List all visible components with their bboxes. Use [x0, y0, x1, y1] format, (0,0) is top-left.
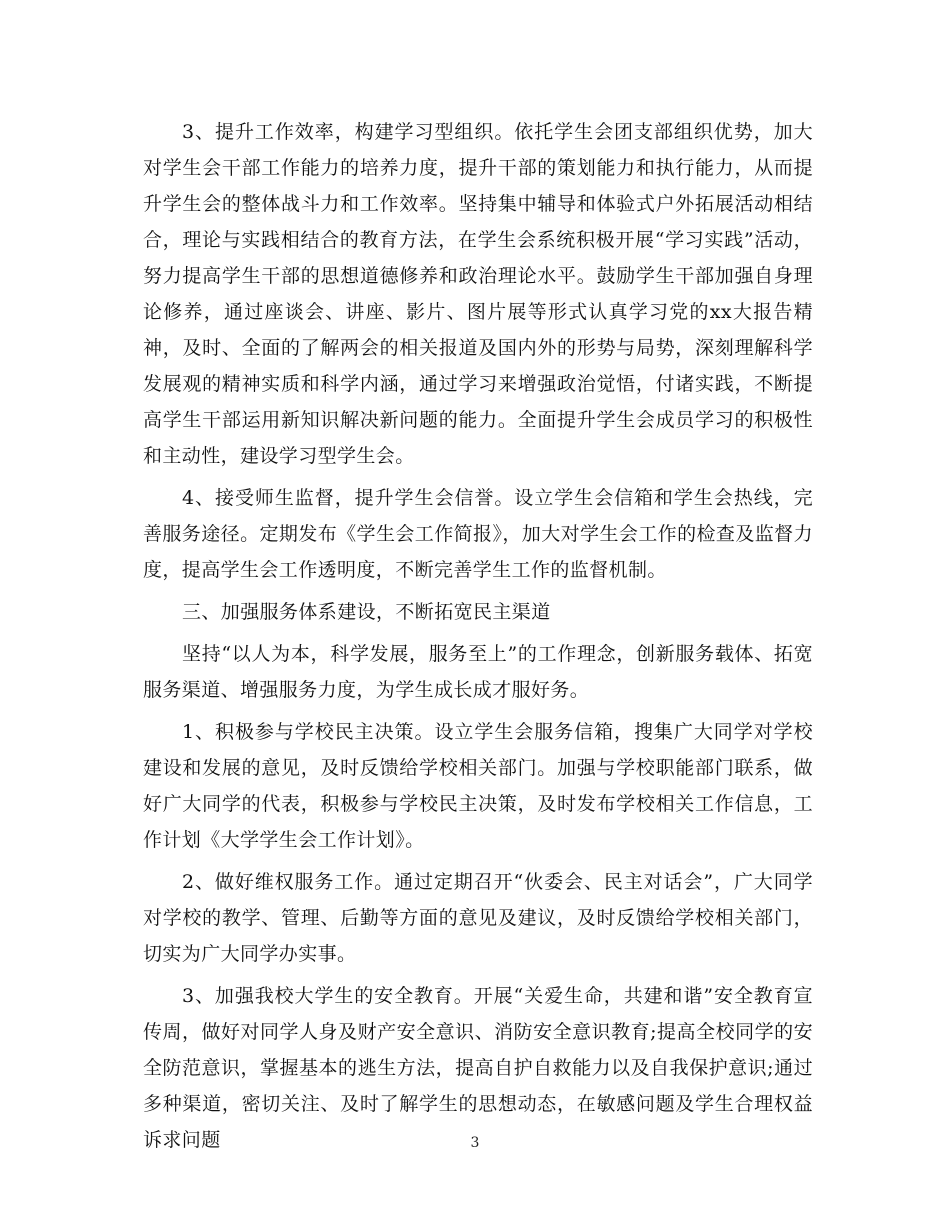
document-body — [143, 114, 813, 1164]
paragraph-3-safety: 3、加强我校大学生的安全教育。开展“关爱生命，共建和谐”安全教育宣传周，做好对同学人身及财产安全意识、消防安全意识教育;提高全校同学的安全防范意识，掌握基本的逃生方法，提高自护自救能力以及自我保护意识;通过多种渠道，密切关注、及时了解学生的思想动态，在敏感问题及学生合理权益诉求问题 — [143, 985, 813, 1151]
paragraph-2-rights: 2、做好维权服务工作。通过定期召开“伙委会、民主对话会”，广大同学对学校的教学、管理、后勤等方面的意见及建议，及时反馈给学校相关部门，切实为广大同学办实事。 — [143, 871, 813, 965]
paragraph-1-democracy: 1、积极参与学校民主决策。设立学生会服务信箱，搜集广大同学对学校建设和发展的意见，及时反馈给学校相关部门。加强与学校职能部门联系，做好广大同学的代表，积极参与学校民主决策，及时发布学校相关工作信息，工作计划《大学学生会工作计划》。 — [143, 721, 813, 851]
paragraph-3-efficiency: 3、提升工作效率，构建学习型组织。依托学生会团支部组织优势，加大对学生会干部工作能力的培养力度，提升干部的策划能力和执行能力，从而提升学生会的整体战斗力和工作效率。坚持集中辅导和体验式户外拓展活动相结合，理论与实践相结合的教育方法，在学生会系统积极开展“学习实践”活动，努力提高学生干部的思想道德修养和政治理论水平。鼓励学生干部加强自身理论修养，通过座谈会、讲座、影片、图片展等形式认真学习党的xx大报告精神，及时、全面的了解两会的相关报道及国内外的形势与局势，深刻理解科学发展观的精神实质和科学内涵，通过学习来增强政治觉悟，付诸实践，不断提高学生干部运用新知识解决新问题的能力。全面提升学生会成员学习的积极性和主动性，建设学习型学生会。 — [143, 121, 813, 467]
page-number: 3 — [470, 1135, 480, 1151]
paragraph-service-intro: 坚持“以人为本，科学发展，服务至上”的工作理念，创新服务载体、拓宽服务渠道、增强服务力度，为学生成长成才服好务。 — [143, 643, 813, 701]
paragraph-4-supervision: 4、接受师生监督，提升学生会信誉。设立学生会信箱和学生会热线，完善服务途径。定期发布《学生会工作简报》，加大对学生会工作的检查及监督力度，提高学生会工作透明度，不断完善学生工作的监督机制。 — [143, 487, 813, 581]
section-heading-service: 三、加强服务体系建设，不断拓宽民主渠道 — [182, 601, 551, 623]
